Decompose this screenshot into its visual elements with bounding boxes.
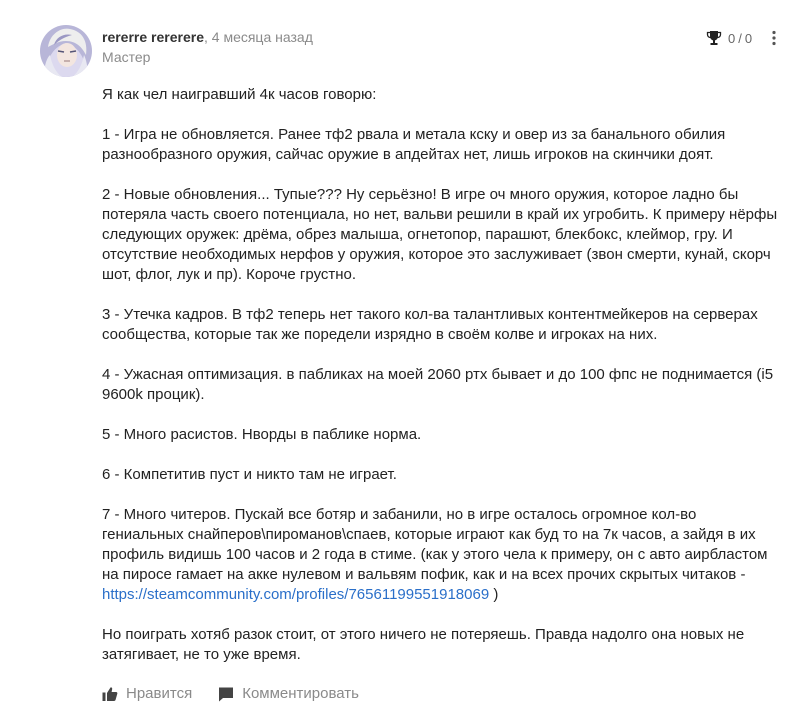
comment-body	[102, 85, 778, 685]
rating[interactable]	[706, 29, 752, 47]
comment-label: Комментировать	[242, 685, 359, 702]
comment-paragraph-end: )	[489, 586, 499, 603]
comment-paragraph: Но поиграть хотяб разок стоит, от этого ничего не потеряешь. Правда надолго она новых не затягивает, не то уже время.	[102, 626, 745, 663]
more-vertical-icon[interactable]	[769, 29, 779, 47]
like-label: Нравится	[126, 685, 193, 702]
comment-actions	[102, 685, 359, 702]
avatar[interactable]	[40, 25, 92, 77]
comment-paragraph: 6 - Компетитив пуст и никто там не играет.	[102, 466, 397, 483]
avatar-image	[40, 25, 92, 77]
comment-time[interactable]: 4 месяца назад	[211, 29, 313, 45]
author-name[interactable]: rererre rererere	[102, 29, 204, 45]
profile-link[interactable]: https://steamcommunity.com/profiles/76561199551918069	[102, 586, 490, 603]
comment-header	[102, 29, 313, 46]
rating-separator: /	[738, 30, 742, 46]
rating-up: 0	[728, 30, 736, 46]
comment-paragraph: 1 - Игра не обновляется. Ранее тф2 рвала и метала кску и овер из за банального обилия разнообразного оружия, сайчас оружие в апдейтах нет, лишь игроков на скинчики доят.	[102, 126, 726, 163]
comment-paragraph: 4 - Ужасная оптимизация. в пабликах на моей 2060 ртх бывает и до 100 фпс не поднимается (i5 9600k процик).	[102, 366, 774, 403]
comment-paragraph	[102, 505, 778, 605]
comment-paragraph: 2 - Новые обновления... Тупые??? Ну серьёзно! В игре оч много оружия, которое ладно бы потеряла часть своего потенциала, но нет, вальви решили в край их угробить. К примеру нёрфы следующих оружек: дрёма, обрез малыша, огнетопор, парашют, блекбокс, клеймор, гру. И отсутствие необходимых нерфов у оружия, которое это заслуживает (звон смерти, кунай, скорч шот, флог, лук и пр). Короче грустно.	[102, 186, 778, 283]
comment-paragraph: Я как чел наигравший 4к часов говорю:	[102, 86, 377, 103]
author-rank: Мастер	[102, 49, 151, 65]
comment-paragraph: 5 - Много расистов. Нворды в паблике норма.	[102, 426, 422, 443]
trophy-icon	[706, 30, 722, 46]
comment-button[interactable]	[218, 685, 359, 702]
thumbs-up-icon	[102, 686, 118, 702]
rating-down: 0	[744, 30, 753, 46]
comment-icon	[218, 686, 234, 702]
header-separator: ,	[203, 29, 208, 45]
like-button[interactable]	[102, 685, 192, 702]
comment-paragraph: 3 - Утечка кадров. В тф2 теперь нет такого кол-ва талантливых контентмейкеров на серверах сообщества, которые так же поредели изрядно в своём колве и игроках на них.	[102, 306, 758, 343]
comment-paragraph-text: 7 - Много читеров. Пускай все ботяр и забанили, но в игре осталось огромное кол-во гениальных снайперов\пироманов\спаев, которые играют как буд то на 7к часов, а зайдя в их профиль видишь 100 часов и 2 года в стиме. (как у этого чела к примеру, он с авто аирбластом на пиросе гамает на акке нулевом и вальвям пофик, как и на всех прочих скрытых читаков -	[102, 506, 768, 583]
